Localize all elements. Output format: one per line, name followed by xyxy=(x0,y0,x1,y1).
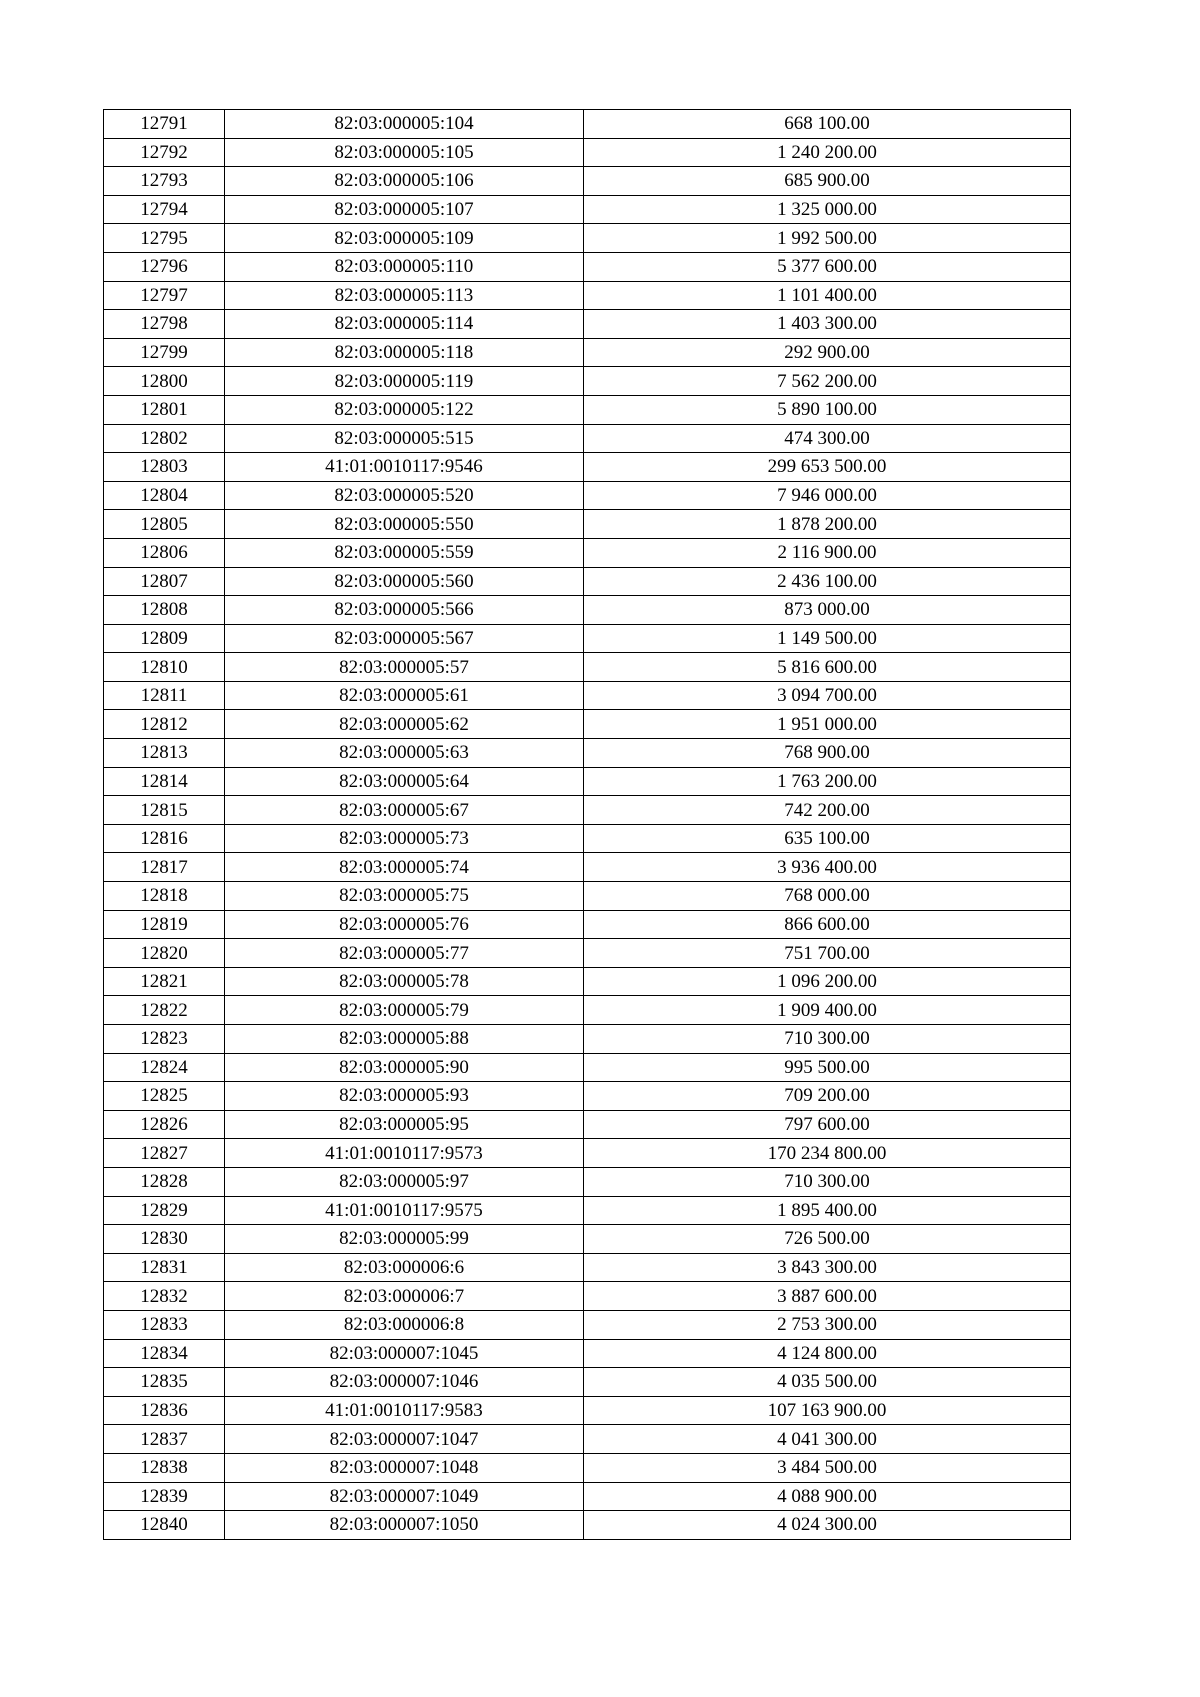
value-cell: 726 500.00 xyxy=(584,1225,1071,1254)
table-row xyxy=(104,1025,1071,1054)
row-number-cell: 12831 xyxy=(104,1253,225,1282)
value-cell: 710 300.00 xyxy=(584,1167,1071,1196)
table-row xyxy=(104,882,1071,911)
value-cell: 2 116 900.00 xyxy=(584,538,1071,567)
cadastral-number-cell: 82:03:000005:74 xyxy=(225,853,584,882)
table-row xyxy=(104,853,1071,882)
row-number-cell: 12800 xyxy=(104,367,225,396)
value-cell: 1 240 200.00 xyxy=(584,138,1071,167)
row-number-cell: 12791 xyxy=(104,110,225,139)
value-cell: 3 843 300.00 xyxy=(584,1253,1071,1282)
value-cell: 7 946 000.00 xyxy=(584,481,1071,510)
cadastral-number-cell: 82:03:000005:79 xyxy=(225,996,584,1025)
cadastral-number-cell: 82:03:000006:7 xyxy=(225,1282,584,1311)
table-row xyxy=(104,1310,1071,1339)
value-cell: 292 900.00 xyxy=(584,338,1071,367)
cadastral-number-cell: 82:03:000005:76 xyxy=(225,910,584,939)
row-number-cell: 12812 xyxy=(104,710,225,739)
cadastral-number-cell: 82:03:000005:63 xyxy=(225,739,584,768)
cadastral-number-cell: 82:03:000005:75 xyxy=(225,882,584,911)
row-number-cell: 12827 xyxy=(104,1139,225,1168)
cadastral-number-cell: 82:03:000007:1047 xyxy=(225,1425,584,1454)
value-cell: 1 992 500.00 xyxy=(584,224,1071,253)
row-number-cell: 12792 xyxy=(104,138,225,167)
table-row xyxy=(104,1282,1071,1311)
cadastral-number-cell: 82:03:000007:1046 xyxy=(225,1368,584,1397)
row-number-cell: 12810 xyxy=(104,653,225,682)
row-number-cell: 12796 xyxy=(104,252,225,281)
cadastral-number-cell: 41:01:0010117:9575 xyxy=(225,1196,584,1225)
row-number-cell: 12834 xyxy=(104,1339,225,1368)
row-number-cell: 12805 xyxy=(104,510,225,539)
cadastral-number-cell: 82:03:000005:93 xyxy=(225,1082,584,1111)
cadastral-number-cell: 82:03:000006:8 xyxy=(225,1310,584,1339)
value-cell: 1 895 400.00 xyxy=(584,1196,1071,1225)
value-cell: 742 200.00 xyxy=(584,796,1071,825)
value-cell: 3 887 600.00 xyxy=(584,1282,1071,1311)
row-number-cell: 12833 xyxy=(104,1310,225,1339)
row-number-cell: 12808 xyxy=(104,596,225,625)
row-number-cell: 12820 xyxy=(104,939,225,968)
row-number-cell: 12825 xyxy=(104,1082,225,1111)
row-number-cell: 12818 xyxy=(104,882,225,911)
table-row xyxy=(104,596,1071,625)
table-row xyxy=(104,453,1071,482)
cadastral-number-cell: 82:03:000005:57 xyxy=(225,653,584,682)
value-cell: 709 200.00 xyxy=(584,1082,1071,1111)
value-cell: 3 484 500.00 xyxy=(584,1453,1071,1482)
table-row xyxy=(104,1139,1071,1168)
value-cell: 7 562 200.00 xyxy=(584,367,1071,396)
table-row xyxy=(104,110,1071,139)
row-number-cell: 12794 xyxy=(104,195,225,224)
row-number-cell: 12838 xyxy=(104,1453,225,1482)
table-row xyxy=(104,1053,1071,1082)
cadastral-number-cell: 41:01:0010117:9573 xyxy=(225,1139,584,1168)
cadastral-number-cell: 82:03:000005:61 xyxy=(225,681,584,710)
table-row xyxy=(104,910,1071,939)
cadastral-number-cell: 82:03:000005:110 xyxy=(225,252,584,281)
value-cell: 4 041 300.00 xyxy=(584,1425,1071,1454)
value-cell: 635 100.00 xyxy=(584,824,1071,853)
row-number-cell: 12829 xyxy=(104,1196,225,1225)
table-row xyxy=(104,939,1071,968)
row-number-cell: 12802 xyxy=(104,424,225,453)
value-cell: 1 909 400.00 xyxy=(584,996,1071,1025)
cadastral-number-cell: 82:03:000005:109 xyxy=(225,224,584,253)
value-cell: 4 024 300.00 xyxy=(584,1511,1071,1540)
cadastral-number-cell: 41:01:0010117:9546 xyxy=(225,453,584,482)
table-row xyxy=(104,1196,1071,1225)
cadastral-number-cell: 41:01:0010117:9583 xyxy=(225,1396,584,1425)
value-cell: 1 096 200.00 xyxy=(584,967,1071,996)
cadastral-number-cell: 82:03:000005:566 xyxy=(225,596,584,625)
table-body xyxy=(104,110,1071,1540)
table-row xyxy=(104,1339,1071,1368)
table-row xyxy=(104,138,1071,167)
row-number-cell: 12840 xyxy=(104,1511,225,1540)
cadastral-number-cell: 82:03:000005:64 xyxy=(225,767,584,796)
table-row xyxy=(104,1167,1071,1196)
cadastral-number-cell: 82:03:000005:97 xyxy=(225,1167,584,1196)
value-cell: 1 403 300.00 xyxy=(584,310,1071,339)
cadastral-number-cell: 82:03:000005:99 xyxy=(225,1225,584,1254)
value-cell: 1 325 000.00 xyxy=(584,195,1071,224)
table-row xyxy=(104,624,1071,653)
row-number-cell: 12804 xyxy=(104,481,225,510)
table-row xyxy=(104,1368,1071,1397)
value-cell: 751 700.00 xyxy=(584,939,1071,968)
table-row xyxy=(104,167,1071,196)
table-row xyxy=(104,1082,1071,1111)
table-row xyxy=(104,538,1071,567)
row-number-cell: 12797 xyxy=(104,281,225,310)
table-row xyxy=(104,1425,1071,1454)
table-row xyxy=(104,796,1071,825)
value-cell: 1 763 200.00 xyxy=(584,767,1071,796)
cadastral-number-cell: 82:03:000005:73 xyxy=(225,824,584,853)
table-row xyxy=(104,424,1071,453)
cadastral-number-cell: 82:03:000007:1050 xyxy=(225,1511,584,1540)
value-cell: 873 000.00 xyxy=(584,596,1071,625)
value-cell: 4 088 900.00 xyxy=(584,1482,1071,1511)
cadastral-number-cell: 82:03:000005:104 xyxy=(225,110,584,139)
row-number-cell: 12803 xyxy=(104,453,225,482)
table-row xyxy=(104,510,1071,539)
cadastral-number-cell: 82:03:000006:6 xyxy=(225,1253,584,1282)
cadastral-number-cell: 82:03:000005:520 xyxy=(225,481,584,510)
value-cell: 1 101 400.00 xyxy=(584,281,1071,310)
table-row xyxy=(104,252,1071,281)
row-number-cell: 12813 xyxy=(104,739,225,768)
value-cell: 797 600.00 xyxy=(584,1110,1071,1139)
value-cell: 668 100.00 xyxy=(584,110,1071,139)
row-number-cell: 12830 xyxy=(104,1225,225,1254)
row-number-cell: 12816 xyxy=(104,824,225,853)
row-number-cell: 12826 xyxy=(104,1110,225,1139)
row-number-cell: 12806 xyxy=(104,538,225,567)
table-row xyxy=(104,481,1071,510)
value-cell: 2 753 300.00 xyxy=(584,1310,1071,1339)
cadastral-number-cell: 82:03:000005:118 xyxy=(225,338,584,367)
cadastral-number-cell: 82:03:000005:95 xyxy=(225,1110,584,1139)
value-cell: 995 500.00 xyxy=(584,1053,1071,1082)
table-row xyxy=(104,710,1071,739)
value-cell: 170 234 800.00 xyxy=(584,1139,1071,1168)
table-row xyxy=(104,996,1071,1025)
value-cell: 4 035 500.00 xyxy=(584,1368,1071,1397)
table-row xyxy=(104,653,1071,682)
row-number-cell: 12815 xyxy=(104,796,225,825)
value-cell: 5 890 100.00 xyxy=(584,395,1071,424)
cadastral-number-cell: 82:03:000005:90 xyxy=(225,1053,584,1082)
row-number-cell: 12817 xyxy=(104,853,225,882)
cadastral-number-cell: 82:03:000007:1048 xyxy=(225,1453,584,1482)
row-number-cell: 12839 xyxy=(104,1482,225,1511)
value-cell: 768 900.00 xyxy=(584,739,1071,768)
table-row xyxy=(104,395,1071,424)
value-cell: 685 900.00 xyxy=(584,167,1071,196)
table-row xyxy=(104,1511,1071,1540)
cadastral-number-cell: 82:03:000005:114 xyxy=(225,310,584,339)
row-number-cell: 12828 xyxy=(104,1167,225,1196)
cadastral-number-cell: 82:03:000005:122 xyxy=(225,395,584,424)
row-number-cell: 12823 xyxy=(104,1025,225,1054)
value-cell: 299 653 500.00 xyxy=(584,453,1071,482)
cadastral-number-cell: 82:03:000005:106 xyxy=(225,167,584,196)
cadastral-number-cell: 82:03:000007:1049 xyxy=(225,1482,584,1511)
table-row xyxy=(104,1110,1071,1139)
value-cell: 474 300.00 xyxy=(584,424,1071,453)
cadastral-number-cell: 82:03:000005:67 xyxy=(225,796,584,825)
cadastral-number-cell: 82:03:000005:113 xyxy=(225,281,584,310)
value-cell: 5 377 600.00 xyxy=(584,252,1071,281)
value-cell: 2 436 100.00 xyxy=(584,567,1071,596)
row-number-cell: 12824 xyxy=(104,1053,225,1082)
value-cell: 710 300.00 xyxy=(584,1025,1071,1054)
value-cell: 3 094 700.00 xyxy=(584,681,1071,710)
value-cell: 1 149 500.00 xyxy=(584,624,1071,653)
row-number-cell: 12798 xyxy=(104,310,225,339)
cadastral-number-cell: 82:03:000005:77 xyxy=(225,939,584,968)
cadastral-number-cell: 82:03:000005:515 xyxy=(225,424,584,453)
cadastral-number-cell: 82:03:000005:559 xyxy=(225,538,584,567)
value-cell: 5 816 600.00 xyxy=(584,653,1071,682)
value-cell: 1 878 200.00 xyxy=(584,510,1071,539)
cadastral-value-table xyxy=(103,109,1071,1540)
table-row xyxy=(104,739,1071,768)
row-number-cell: 12822 xyxy=(104,996,225,1025)
cadastral-number-cell: 82:03:000005:62 xyxy=(225,710,584,739)
cadastral-number-cell: 82:03:000005:560 xyxy=(225,567,584,596)
row-number-cell: 12837 xyxy=(104,1425,225,1454)
table-row xyxy=(104,1396,1071,1425)
table-row xyxy=(104,681,1071,710)
row-number-cell: 12836 xyxy=(104,1396,225,1425)
cadastral-number-cell: 82:03:000005:88 xyxy=(225,1025,584,1054)
table-row xyxy=(104,1453,1071,1482)
value-cell: 866 600.00 xyxy=(584,910,1071,939)
row-number-cell: 12801 xyxy=(104,395,225,424)
row-number-cell: 12832 xyxy=(104,1282,225,1311)
value-cell: 3 936 400.00 xyxy=(584,853,1071,882)
table-row xyxy=(104,224,1071,253)
table-row xyxy=(104,338,1071,367)
row-number-cell: 12814 xyxy=(104,767,225,796)
cadastral-number-cell: 82:03:000005:105 xyxy=(225,138,584,167)
table-row xyxy=(104,1482,1071,1511)
row-number-cell: 12795 xyxy=(104,224,225,253)
cadastral-number-cell: 82:03:000005:107 xyxy=(225,195,584,224)
row-number-cell: 12799 xyxy=(104,338,225,367)
value-cell: 107 163 900.00 xyxy=(584,1396,1071,1425)
table-row xyxy=(104,367,1071,396)
table-row xyxy=(104,310,1071,339)
row-number-cell: 12835 xyxy=(104,1368,225,1397)
cadastral-number-cell: 82:03:000005:78 xyxy=(225,967,584,996)
row-number-cell: 12819 xyxy=(104,910,225,939)
row-number-cell: 12809 xyxy=(104,624,225,653)
row-number-cell: 12821 xyxy=(104,967,225,996)
row-number-cell: 12811 xyxy=(104,681,225,710)
table-row xyxy=(104,824,1071,853)
table-row xyxy=(104,281,1071,310)
row-number-cell: 12807 xyxy=(104,567,225,596)
row-number-cell: 12793 xyxy=(104,167,225,196)
cadastral-number-cell: 82:03:000005:550 xyxy=(225,510,584,539)
table-row xyxy=(104,195,1071,224)
value-cell: 4 124 800.00 xyxy=(584,1339,1071,1368)
value-cell: 1 951 000.00 xyxy=(584,710,1071,739)
cadastral-number-cell: 82:03:000005:567 xyxy=(225,624,584,653)
table-row xyxy=(104,767,1071,796)
cadastral-number-cell: 82:03:000007:1045 xyxy=(225,1339,584,1368)
table-row xyxy=(104,1253,1071,1282)
table-row xyxy=(104,967,1071,996)
cadastral-number-cell: 82:03:000005:119 xyxy=(225,367,584,396)
table-row xyxy=(104,1225,1071,1254)
value-cell: 768 000.00 xyxy=(584,882,1071,911)
table-row xyxy=(104,567,1071,596)
